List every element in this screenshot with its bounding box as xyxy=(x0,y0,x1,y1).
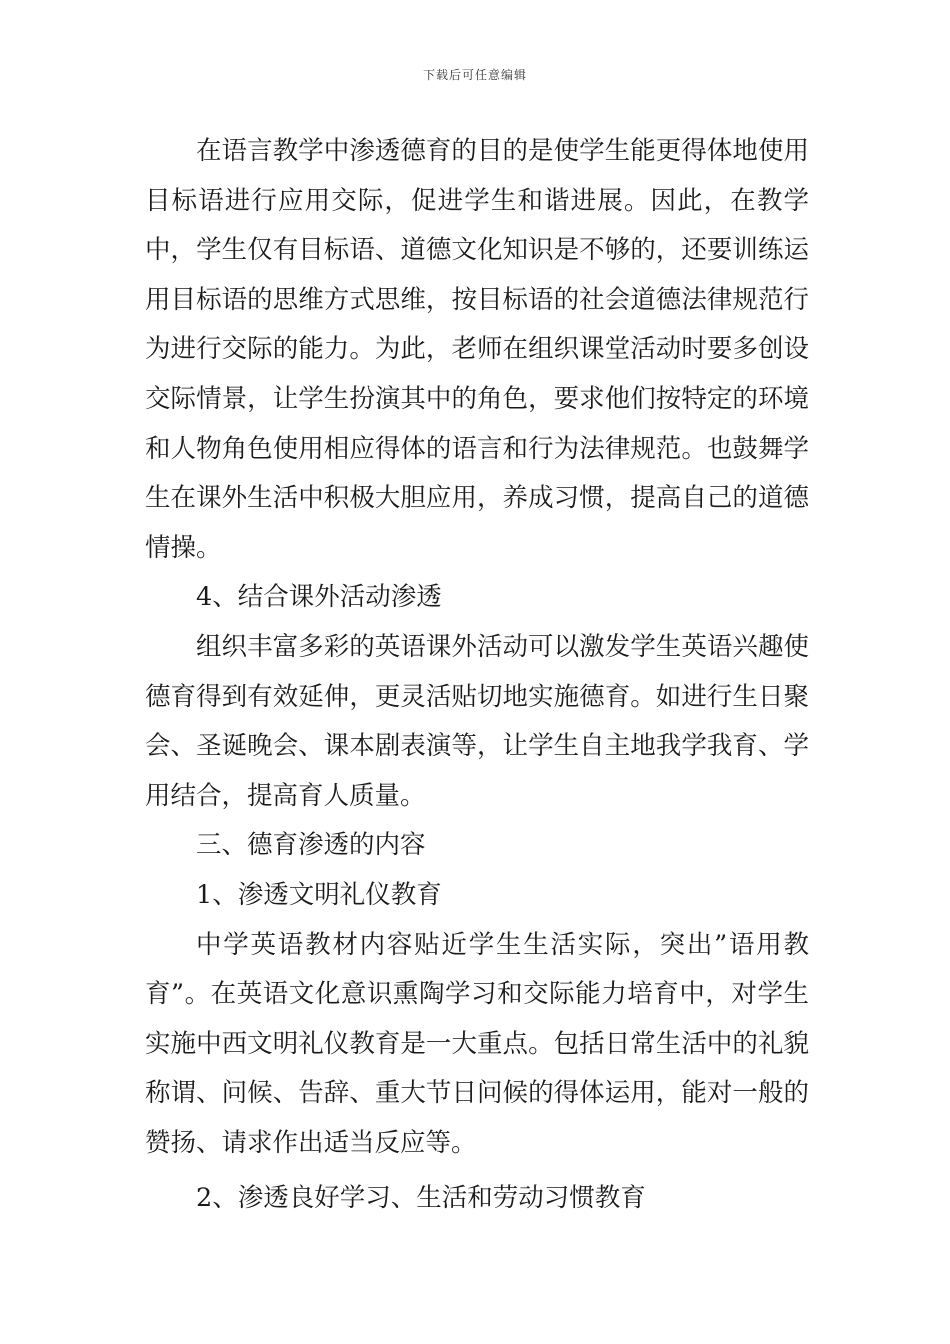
header-note: 下载后可任意编辑 xyxy=(422,68,527,82)
section-heading-habits: 2、渗透良好学习、生活和劳动习惯教育 xyxy=(196,1183,646,1214)
document-body xyxy=(145,127,809,1224)
paragraph-etiquette: 中学英语教材内容贴近学生生活实际，突出”语用教育”。在英语文化意识熏陶学习和交际能力培育中，对学生实施中西文明礼仪教育是一大重点。包括日常生活中的礼貌称谓、问候、告辞、重大节日问候的得体运用，能对一般的赞扬、请求作出适当反应等。 xyxy=(145,929,809,1158)
section-heading-etiquette: 1、渗透文明礼仪教育 xyxy=(196,879,442,910)
paragraph-moral-goal: 在语言教学中渗透德育的目的是使学生能更得体地使用目标语进行应用交际，促进学生和谐进展。因此，在教学中，学生仅有目标语、道德文化知识是不够的，还要训练运用目标语的思维方式思维，按目标语的社会道德法律规范行为进行交际的能力。为此，老师在组织课堂活动时要多创设交际情景，让学生扮演其中的角色，要求他们按特定的环境和人物角色使用相应得体的语言和行为法律规范。也鼓舞学生在课外生活中积极大胆应用，养成习惯，提高自己的道德情操。 xyxy=(145,136,809,563)
paragraph-extracurricular: 组织丰富多彩的英语课外活动可以激发学生英语兴趣使德育得到有效延伸，更灵活贴切地实施德育。如进行生日聚会、圣诞晚会、课本剧表演等，让学生自主地我学我育、学用结合，提高育人质量。 xyxy=(145,631,809,811)
section-heading-content: 三、德育渗透的内容 xyxy=(196,830,426,861)
section-heading-extracurricular: 4、结合课外活动渗透 xyxy=(196,582,442,613)
